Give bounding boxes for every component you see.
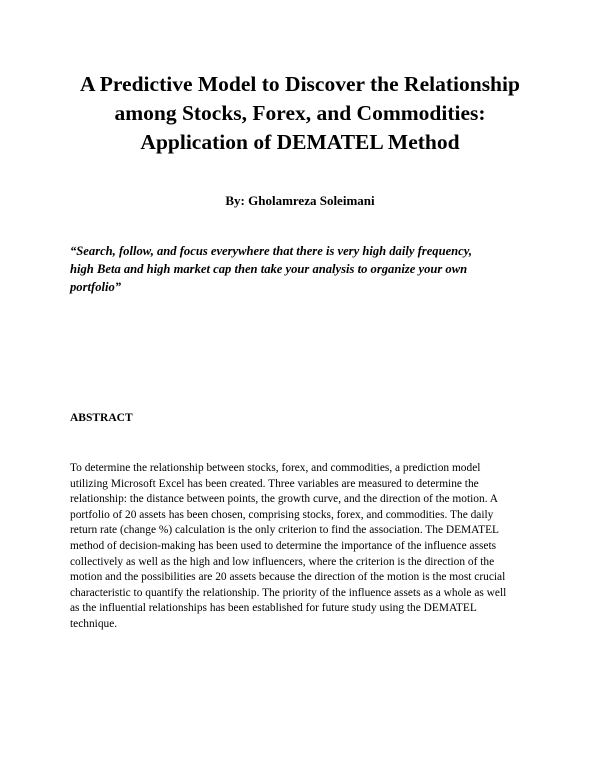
abstract-heading: ABSTRACT — [70, 412, 133, 424]
abstract-line: utilizing Microsoft Excel has been created. Three variables are measured to determine the — [70, 477, 479, 490]
abstract-line: technique. — [70, 617, 118, 630]
author-byline: By: Gholamreza Soleimani — [225, 193, 375, 208]
epigraph-quote — [70, 242, 540, 296]
title-line: A Predictive Model to Discover the Relationship — [80, 72, 520, 96]
abstract-line: motion and the possibilities are 20 assets because the direction of the motion is the most crucial — [70, 571, 506, 584]
abstract-line: portfolio of 20 assets has been chosen, comprising stocks, forex, and commodities. The daily — [70, 508, 494, 521]
abstract-line: To determine the relationship between stocks, forex, and commodities, a prediction model — [70, 462, 481, 474]
quote-line: high Beta and high market cap then take your analysis to organize your own — [70, 262, 468, 276]
abstract-body — [70, 461, 540, 633]
title-line: Application of DEMATEL Method — [140, 130, 460, 154]
abstract-line: as the influential relationships has been established for future study using the DEMATEL — [70, 602, 477, 615]
quote-line: portfolio” — [70, 280, 122, 294]
abstract-line: method of decision-making has been used to determine the importance of the influence assets — [70, 539, 497, 552]
abstract-line: characteristic to quantify the relationship. The priority of the influence assets as a whole as well — [70, 586, 507, 599]
title-line: among Stocks, Forex, and Commodities: — [114, 101, 486, 125]
abstract-line: return rate (change %) calculation is the only criterion to find the association. The DEMATEL — [70, 524, 500, 537]
abstract-line: relationship: the distance between points, the growth curve, and the direction of the motion. A — [70, 493, 498, 506]
abstract-line: collectively as well as the high and low influencers, where the criterion is the direction of the — [70, 555, 495, 568]
quote-line: “Search, follow, and focus everywhere that there is very high daily frequency, — [70, 244, 473, 258]
paper-title — [40, 70, 560, 157]
